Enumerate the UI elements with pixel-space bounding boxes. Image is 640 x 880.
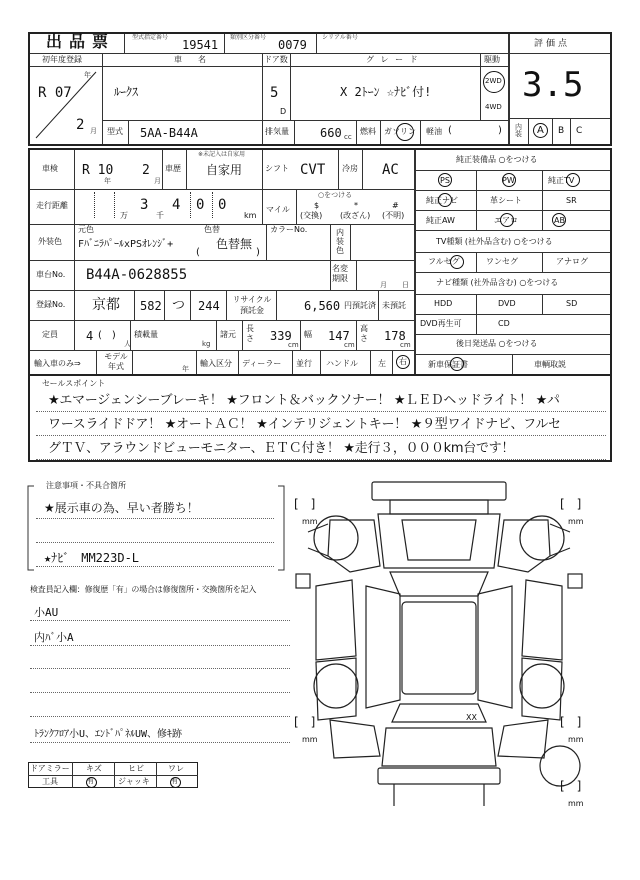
equip-navi: 純正ナビ [426, 196, 458, 205]
grade: X 2ﾄｰﾝ ☆ﾅﾋﾞ付! [340, 85, 432, 99]
shaken: R 10 [82, 163, 114, 178]
mileage-label: 走行距離 [36, 201, 68, 210]
import-class-label: 輸入区分 [200, 359, 232, 368]
inspector-line-3: ﾄﾗﾝｸﾌﾛｱ小U、ｴﾝﾄﾞﾊﾟﾈﾙUW、修ｷ跡 [34, 729, 183, 740]
tv-title: TV種類 (社外品含む) ○をつける [436, 237, 553, 246]
mileage-digit-3: 0 [196, 197, 205, 213]
navi-title: ナビ種類 (社外品含む) ○をつける [436, 278, 559, 287]
color-no-label: カラーNo. [270, 225, 308, 234]
interior-b: B [558, 126, 565, 136]
legend-scratch: キズ [86, 764, 102, 773]
ac: AC [382, 162, 399, 178]
recycle-not: 未預託 [382, 301, 406, 310]
equip-leather: 革シート [490, 196, 522, 205]
recycle-label: リサイクル預託金 [232, 295, 272, 315]
recycle: 6,560 [304, 299, 341, 313]
reg-num: 582 [140, 299, 162, 313]
reg-kana: つ [172, 298, 186, 313]
legend-jack: ジャッキ [118, 777, 150, 786]
tv-oneseg: ワンセグ [486, 257, 518, 266]
ac-label: 冷房 [342, 164, 358, 173]
car-name: ﾙｰｸｽ [114, 85, 139, 99]
orig-color-label: 元色 [78, 225, 94, 234]
name-change-label: 名変期限 [332, 264, 348, 283]
legend-broken: ワレ [168, 764, 184, 773]
model-label: 型式 [107, 127, 123, 136]
equip-ps: PS [440, 176, 450, 185]
grade-label: グ レ ー ド [366, 55, 420, 64]
shaken-label: 車検 [42, 164, 58, 173]
legend-mirror: ドアミラー [30, 764, 70, 773]
dims-label: 諸元 [220, 330, 236, 339]
reg-no: 244 [198, 299, 220, 313]
interior-c: C [576, 126, 583, 136]
height-label: 高さ [360, 324, 368, 343]
dealer: ディーラー [242, 359, 282, 368]
interior-color-label: 内装色 [336, 228, 344, 255]
door-sub: D [280, 107, 287, 116]
history-note: ※未記入は自家用 [198, 151, 246, 158]
form-no: 19541 [182, 38, 219, 52]
legend-tool: 工具 [42, 777, 58, 786]
equip-pw: PW [502, 176, 515, 185]
later-warranty: 新車保証書 [428, 360, 468, 369]
drive-label: 駆動 [484, 55, 500, 64]
parallel: 並行 [296, 359, 312, 368]
chassis: B44A-0628855 [86, 267, 188, 283]
capacity: 4 [86, 329, 94, 343]
class-no-label: 類別区分番号 [230, 34, 267, 41]
chassis-label: 車台No. [36, 270, 66, 279]
later-title: 後日発送品 ○をつける [456, 339, 538, 348]
color-label: 外装色 [38, 237, 62, 246]
tv-analog: アナログ [556, 257, 588, 266]
equip-aw: 純正AW [426, 216, 455, 225]
drive-4wd: 4WD [485, 103, 502, 111]
fuel-label: 燃料 [360, 127, 376, 136]
mm-label-tl: mm [302, 517, 318, 526]
displacement-unit: cc [344, 133, 352, 141]
model-year-label: モデル年式 [104, 352, 128, 371]
sheet-title: 出品票 [46, 32, 116, 51]
interior-label: 内装 [515, 123, 522, 138]
legend-jack-have: 有 [171, 777, 178, 785]
recycle-unit: 円預託済 [344, 301, 376, 310]
equip-ab: AB [554, 216, 565, 225]
capacity-label: 定員 [42, 330, 58, 339]
displacement: 660 [320, 126, 342, 140]
car-diagram [290, 476, 590, 816]
first-reg-month: 2 [76, 117, 85, 133]
equip-sr: SR [566, 196, 577, 205]
notes-label: 注意事項・不具合箇所 [46, 481, 126, 490]
model: 5AA-B44A [140, 126, 198, 140]
equip-tv: 純正TV [548, 176, 575, 185]
doors: 5 [270, 85, 279, 101]
first-reg-era: R 07 [38, 85, 72, 101]
navi-cd: CD [498, 319, 510, 328]
legend-tool-have: 有 [87, 777, 94, 785]
length: 339 [270, 329, 292, 343]
standard-title: 純正装備品 ○をつける [456, 155, 538, 164]
orig-color: FﾊﾞﾆﾗﾊﾟｰﾙxPSｵﾚﾝｼﾞ+ [78, 239, 174, 250]
notes-line-1: ★展示車の為、早い者勝ち！ [44, 501, 199, 515]
class-no: 0079 [278, 38, 307, 52]
mile-label: マイル [266, 205, 290, 214]
legend-crack: ヒビ [128, 764, 144, 773]
mileage-digit-4: 0 [218, 197, 227, 213]
mark-label: ○をつける [318, 191, 353, 199]
history-label: 車歴 [165, 164, 181, 173]
mm-label-tr: mm [568, 517, 584, 526]
car-name-label: 車 名 [174, 55, 210, 64]
interior-a: A [537, 125, 544, 136]
fuel-light: 軽油 [426, 127, 442, 136]
width: 147 [328, 329, 350, 343]
handle-label: ハンドル [326, 359, 358, 368]
sales-line-2: ワースライドドア！ ★オートＡＣ！ ★インテリジェントキー！ ★９型ワイドナビ、フルセ [48, 417, 561, 432]
handle-left: 左 [378, 359, 386, 368]
doors-label: ドア数 [264, 55, 288, 64]
grade-score-label: 評価点 [534, 39, 571, 49]
first-reg-label: 初年度登録 [42, 55, 82, 64]
mm-label-br: mm [568, 735, 584, 744]
mileage-digit-2: 4 [172, 197, 181, 213]
navi-hdd: HDD [434, 299, 453, 308]
shift: CVT [300, 162, 326, 178]
load-label: 積載量 [134, 330, 158, 339]
reg-label: 登録No. [36, 300, 66, 309]
mileage-digit-1: 3 [140, 197, 149, 213]
height: 178 [384, 329, 406, 343]
year-label: 年 [84, 71, 91, 79]
diagram-mark: XX [466, 713, 477, 722]
navi-sd: SD [566, 299, 578, 308]
paint: 色替無 [216, 237, 253, 251]
notes-line-2: ★ﾅﾋﾞ MM223D-L [44, 551, 140, 565]
history: 自家用 [206, 163, 243, 177]
displacement-label: 排気量 [265, 127, 289, 136]
inspector-line-1: 小AU [34, 606, 59, 619]
drive-2wd: 2WD [485, 77, 502, 85]
len-label: 長さ [246, 324, 254, 343]
shaken-month: 2 [142, 163, 150, 178]
inspector-label: 検査員記入欄：修復歴「有」の場合は修復箇所・交換箇所を記入 [30, 585, 257, 594]
serial-label: シリアル番号 [322, 34, 358, 41]
later-manual: 車輌取説 [534, 360, 566, 369]
import-label: 輸入車のみ⇒ [34, 359, 81, 368]
equip-aero: エアロ [494, 216, 518, 225]
month-label: 月 [90, 127, 97, 135]
handle-right: 右 [399, 357, 407, 366]
navi-dvd: DVD [498, 299, 516, 308]
reg-city: 京都 [92, 297, 120, 313]
sales-line-3: グＴＶ、アラウンドビューモニター、ＥＴＣ付き！ ★走行３，０００km台です！ [48, 441, 515, 456]
form-no-label: 型式指定番号 [132, 34, 169, 41]
sales-label: セールスポイント [42, 379, 106, 388]
fuel-gas: ガソリン [384, 127, 416, 136]
paint-label: 色替 [204, 225, 220, 234]
tv-fullseg: フルセグ [428, 257, 460, 266]
mm-label-bl: mm [302, 735, 318, 744]
sales-line-1: ★エマージェンシーブレーキ！ ★フロント＆バックソナー！ ★ＬＥＤヘッドライト！ ★パ [48, 393, 560, 408]
width-label: 幅 [304, 330, 312, 339]
shift-label: シフト [265, 164, 289, 173]
mm-label-spare: mm [568, 799, 584, 808]
evaluation-score: 3.5 [522, 65, 584, 105]
inspector-line-2: 内ﾊﾞ小A [34, 631, 74, 644]
navi-dvd-play: DVD再生可 [420, 319, 462, 328]
